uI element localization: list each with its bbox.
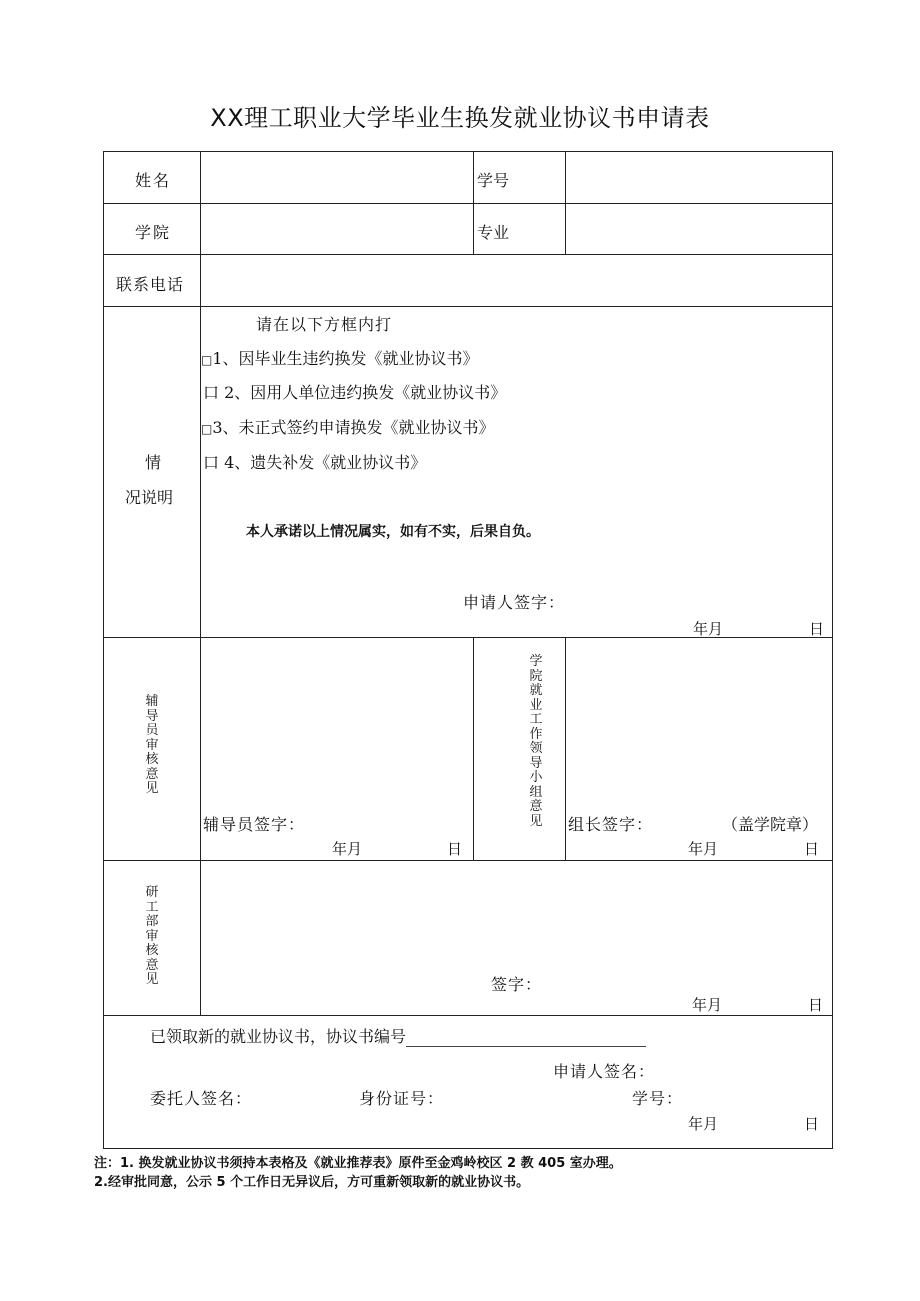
table-border-bottom [103, 1148, 833, 1149]
counselor-opinion-field[interactable] [201, 638, 473, 808]
college-committee-opinion-field[interactable] [566, 638, 832, 808]
applicant-signature-label: 申请人签字： [463, 593, 566, 612]
option-row[interactable] [203, 450, 426, 473]
receipt-student-id-label: 学号： [632, 1089, 684, 1108]
column-divider [473, 637, 474, 861]
date-day: 日 [808, 996, 824, 1014]
checkbox-icon[interactable]: 口 [203, 383, 220, 402]
checkbox-icon[interactable]: □ [201, 422, 213, 436]
phone-label: 联系电话 [116, 275, 185, 294]
checkbox-icon[interactable]: □ [201, 353, 213, 367]
table-border-left [103, 151, 104, 1149]
date-year-month: 年月 [693, 620, 724, 638]
date-day: 日 [809, 620, 825, 638]
receipt-applicant-signature-label: 申请人签名： [553, 1062, 656, 1081]
option-row[interactable] [203, 380, 506, 403]
situation-label-line1: 情 [145, 453, 162, 472]
college-committee-label: 学院就业工作领导小组意见 [529, 654, 543, 829]
major-label: 专业 [477, 223, 510, 242]
date-year-month: 年月 [688, 840, 719, 858]
option-row[interactable] [201, 415, 495, 438]
date-year-month: 年月 [688, 1115, 719, 1133]
college-label: 学院 [135, 223, 172, 242]
grad-dept-signature-label: 签字： [491, 975, 543, 994]
option-text: 2、因用人单位违约换发《就业协议书》 [219, 383, 507, 402]
grad-dept-opinion-field[interactable] [201, 861, 832, 961]
row-divider [103, 306, 833, 307]
table-border-right [832, 151, 833, 1149]
student-id-label: 学号 [477, 171, 510, 190]
received-text [150, 1024, 646, 1047]
major-field[interactable] [566, 204, 832, 254]
note-line-2: 2.经审批同意，公示 5 个工作日无异议后，方可重新领取新的就业协议书。 [94, 1175, 530, 1190]
situation-label-line2: 况说明 [125, 488, 174, 507]
id-number-label: 身份证号： [359, 1089, 445, 1108]
situation-instruction: 请在以下方框内打 [256, 315, 393, 334]
option-text: 3、未正式签约申请换发《就业协议书》 [212, 418, 495, 437]
date-year-month: 年月 [692, 996, 723, 1014]
option-row[interactable] [201, 346, 479, 369]
date-day: 日 [804, 840, 820, 858]
counselor-label: 辅导员审核意见 [145, 694, 159, 796]
college-field[interactable] [201, 204, 473, 254]
page-title: XX理工职业大学毕业生换发就业协议书申请表 [210, 104, 710, 132]
received-label: 已领取新的就业协议书，协议书编号 [150, 1027, 407, 1046]
seal-note: （盖学院章） [722, 815, 819, 834]
option-text: 4、遗失补发《就业协议书》 [219, 453, 427, 472]
column-divider [473, 151, 474, 255]
counselor-signature-label: 辅导员签字： [203, 815, 306, 834]
proxy-signature-label: 委托人签名： [150, 1089, 253, 1108]
student-id-field[interactable] [566, 152, 832, 203]
checkbox-icon[interactable]: 口 [203, 453, 220, 472]
option-text: 1、因毕业生违约换发《就业协议书》 [212, 349, 479, 368]
phone-field[interactable] [201, 255, 832, 306]
date-year-month: 年月 [332, 840, 363, 858]
date-day: 日 [804, 1115, 820, 1133]
note-line-1: 注：1. 换发就业协议书须持本表格及《就业推荐表》原件至金鸡岭校区 2 教 405 室办理。 [94, 1156, 622, 1171]
row-divider [103, 1015, 833, 1016]
name-label: 姓名 [135, 171, 172, 190]
grad-dept-label: 研工部审核意见 [145, 885, 159, 987]
date-day: 日 [447, 840, 463, 858]
agreement-number-field[interactable] [406, 1030, 646, 1047]
name-field[interactable] [201, 152, 473, 203]
group-leader-signature-label: 组长签字： [568, 815, 654, 834]
pledge-text: 本人承诺以上情况属实，如有不实，后果自负。 [246, 524, 540, 540]
